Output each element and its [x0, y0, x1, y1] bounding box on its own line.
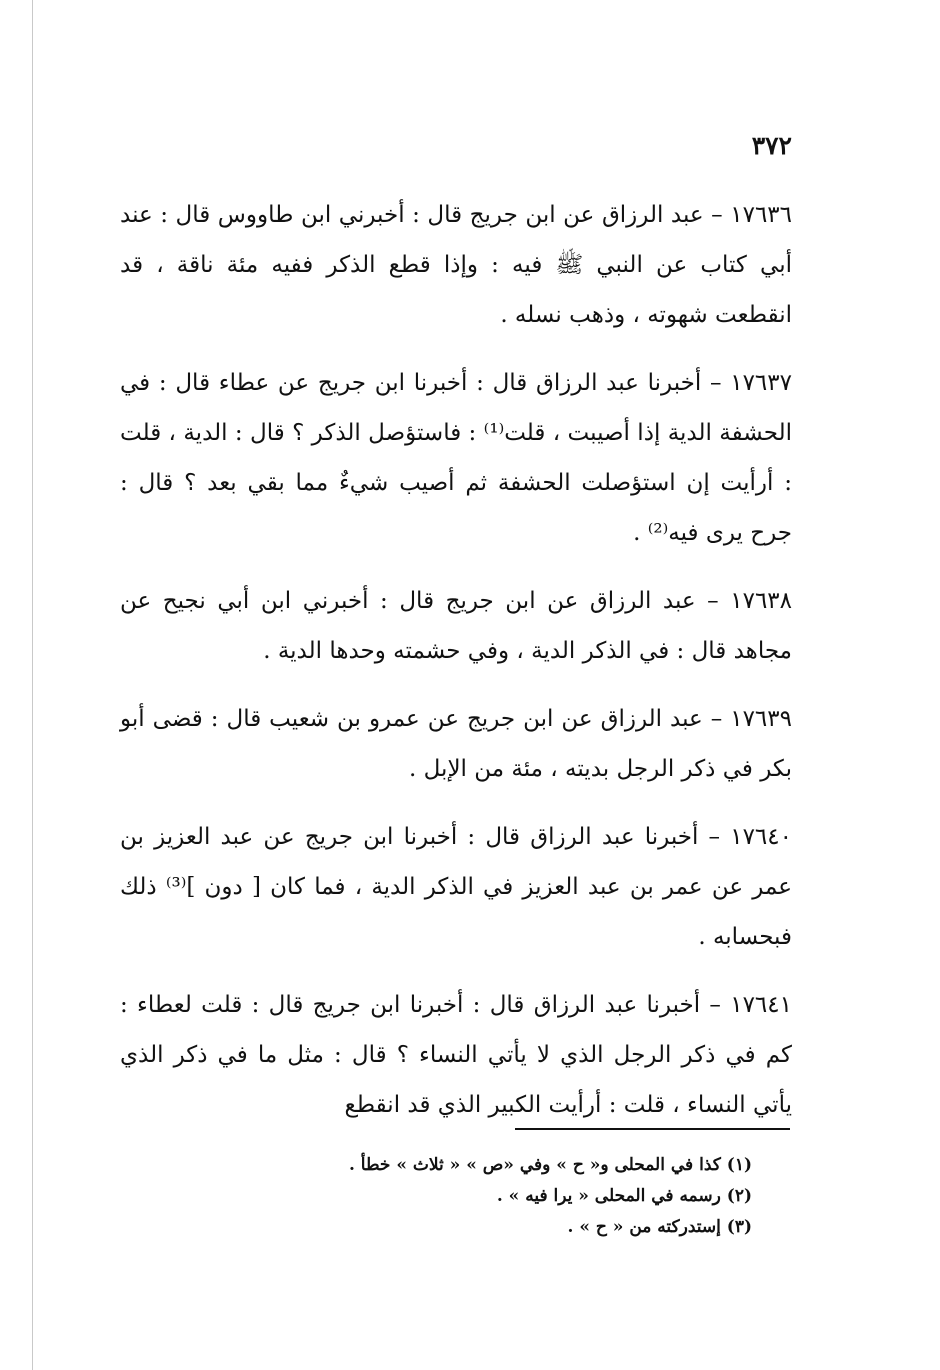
hadith-text: – أخبرنا عبد الرزاق قال : أخبرنا ابن جريج عن عبد العزيز بن عمر عن عمر بن عبد العزيز في الذكر الدية ، فما كان [ دون ]⁽³⁾ ذلك فبحسابه .	[120, 824, 792, 950]
hadith-paragraph	[120, 812, 792, 962]
footnotes	[200, 1150, 752, 1243]
hadith-paragraph	[120, 358, 792, 558]
hadith-number: ١٧٦٣٦	[730, 202, 793, 228]
hadith-number: ١٧٦٣٩	[730, 706, 792, 732]
hadith-paragraph	[120, 980, 792, 1130]
page-number: ٣٧٢	[751, 131, 792, 160]
hadith-number: ١٧٦٤١	[730, 992, 792, 1018]
hadith-number: ١٧٦٣٧	[730, 370, 792, 396]
hadith-paragraph	[120, 694, 792, 794]
hadith-text: – عبد الرزاق عن ابن جريج عن عمرو بن شعيب قال : قضى أبو بكر في ذكر الرجل بديته ، مئة من الإبل .	[120, 706, 792, 782]
hadith-number: ١٧٦٣٨	[730, 588, 793, 614]
hadith-text: – عبد الرزاق عن ابن جريج قال : أخبرني ابن أبي نجيح عن مجاهد قال : في الذكر الدية ، وفي حشمته وحدها الدية .	[120, 588, 792, 664]
footnote: (٢) رسمه في المحلى « يرا فيه » .	[496, 1186, 752, 1206]
footnote: (٣) إستدركته من « ح » .	[567, 1217, 752, 1237]
footnote-divider	[515, 1128, 790, 1130]
hadith-number: ١٧٦٤٠	[730, 824, 792, 850]
hadith-paragraph	[120, 576, 792, 676]
hadith-text: – أخبرنا عبد الرزاق قال : أخبرنا ابن جريج قال : قلت لعطاء : كم في ذكر الرجل الذي لا يأتي النساء ؟ قال : مثل ما في ذكر الذي يأتي النساء ، قلت : أرأيت الكبير الذي قد انقطع	[120, 992, 792, 1118]
page-body	[120, 128, 792, 1148]
hadith-text: – عبد الرزاق عن ابن جريج قال : أخبرني ابن طاووس قال : عند أبي كتاب عن النبي ﷺ فيه : وإذا قطع الذكر ففيه مئة ناقة ، قد انقطعت شهوته ، وذهب نسله .	[120, 202, 792, 328]
hadith-text: – أخبرنا عبد الرزاق قال : أخبرنا ابن جريج عن عطاء قال : في الحشفة الدية إذا أصيبت ، قلت⁽¹⁾ : فاستؤصل الذكر ؟ قال : الدية ، قلت : أرأيت إن استؤصلت الحشفة ثم أصيب شيءٌ مما بقي بعد ؟ قال : جرح يرى فيه⁽²⁾ .	[120, 370, 792, 546]
hadith-paragraph	[120, 190, 792, 340]
page-gutter-line	[32, 0, 33, 1370]
footnote: (١) كذا في المحلى و« ح » وفي «ص » « ثلاث » خطأ .	[348, 1155, 752, 1175]
